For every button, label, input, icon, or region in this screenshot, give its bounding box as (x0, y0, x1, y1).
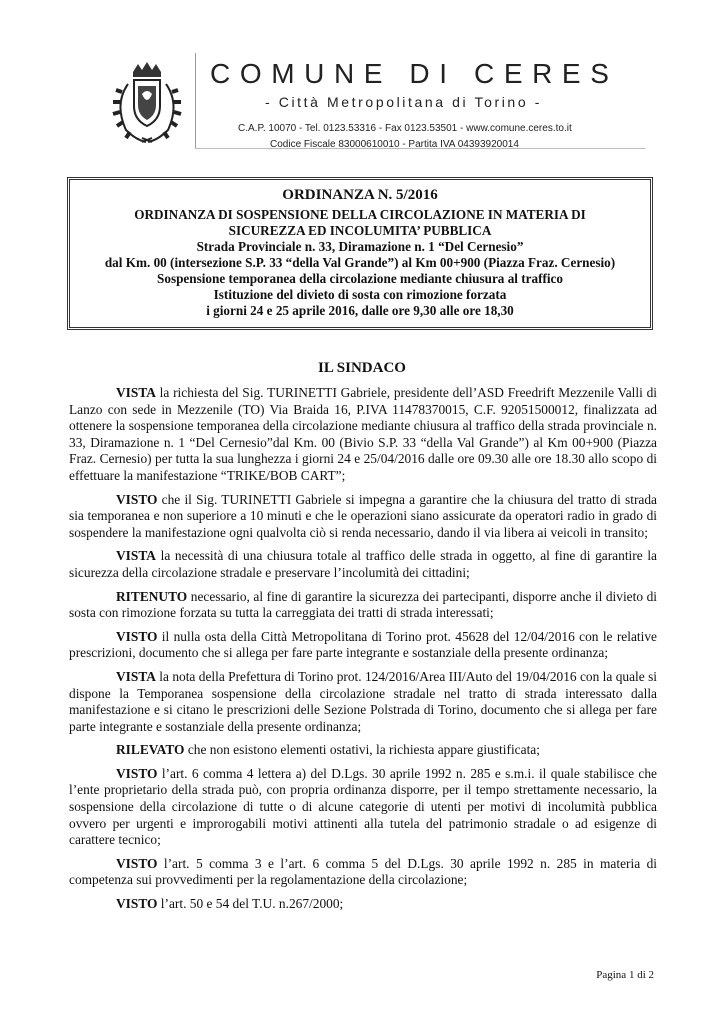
paragraph-lead: VISTA (116, 548, 156, 564)
paragraph-lead: VISTO (116, 765, 158, 781)
paragraph-text: l’art. 6 comma 4 lettera a) del D.Lgs. 30 aprile 1992 n. 285 e s.m.i. il quale stabilisce che l’ente proprietario della strada può, con propria ordinanza disporre, per il tempo strettamente necessario, la sospensione della circolazione di tutte o di alcune categorie di utenti per motivi di incolumità pubblica ovvero per urgenti e improrogabili motivi attinenti alla tutela del patrimonio stradale o ad esigenze di carattere tecnico; (69, 765, 657, 848)
paragraph-lead: RITENUTO (116, 588, 188, 604)
ordinanza-line: Sospensione temporanea della circolazione mediante chiusura al traffico (157, 271, 563, 286)
ordinanza-number: ORDINANZA N. 5/2016 (282, 187, 438, 203)
paragraph-text: il nulla osta della Città Metropolitana di Torino prot. 45628 del 12/04/2016 con le relative prescrizioni, documento che si allega per fare parte integrante e sostanziale della presente ordinanza; (69, 628, 657, 661)
paragraph-8 (69, 766, 657, 849)
page-number: Pagina 1 di 2 (596, 969, 654, 981)
paragraph-lead: VISTO (116, 628, 158, 644)
paragraph-lead: VISTO (116, 855, 158, 871)
paragraph-text: la richiesta del Sig. TURINETTI Gabriele, presidente dell’ASD Freedrift Mezzenile Valli di Lanzo con sede in Mezzenile (TO) Via Braida 16, P.IVA 11478370015, C.F. 92051500012, finalizzata ad ottenere la sospensione temporanea della circolazione mediante chiusura al traffico della strada provinciale n. 33, Diramazione n. 1 “Del Cernesio”dal Km. 00 (Bivio S.P. 33 “della Val Grande”) al Km 00+900 (Piazza Fraz. Cernesio) per tutta la sua lunghezza i giorni 24 e 25/04/2016 dalle ore 09.30 alle ore 18.30 allo scopo di effettuare la manifestazione “TRIKE/BOB CART”; (69, 385, 657, 483)
ordinanza-line: Strada Provinciale n. 33, Diramazione n. 1 “Del Cernesio” (196, 239, 524, 254)
header-divider-vertical (195, 53, 196, 149)
paragraph-text: che il Sig. TURINETTI Gabriele si impegna a garantire che la chiusura del tratto di strada sia temporanea e non superiore a 10 minuti e che le operazioni siano assicurate da operatori radio in grado di sospendere la manifestazione ogni qualvolta ciò si renda necessario, dando il via libera ai veicoli in transito; (69, 491, 657, 540)
paragraph-text: la nota della Prefettura di Torino prot. 124/2016/Area III/Auto del 19/04/2016 con la quale si dispone la Temporanea sospensione della circolazione stradale nel tratto di strada interessato dalla manifestazione e si citano le prescrizioni delle Sezione Polstrada di Torino, documento che si allega per fare parte integrante e sostanziale della presente ordinanza; (69, 668, 657, 734)
ordinanza-line: ORDINANZA DI SOSPENSIONE DELLA CIRCOLAZIONE IN MATERIA DI (134, 207, 586, 222)
paragraph-text: l’art. 5 comma 3 e l’art. 6 comma 5 del D.Lgs. 30 aprile 1992 n. 285 in materia di competenza sui provvedimenti per la regolamentazione della circolazione; (69, 855, 657, 888)
paragraph-lead: VISTA (116, 385, 156, 400)
ordinanza-line: dal Km. 00 (intersezione S.P. 33 “della Val Grande”) al Km 00+900 (Piazza Fraz. Cernesio) (104, 255, 616, 270)
paragraph-6 (69, 669, 657, 735)
paragraph-lead: RILEVATO (116, 742, 185, 758)
paragraph-1 (69, 385, 657, 485)
paragraph-lead: VISTA (116, 668, 156, 684)
paragraph-5 (69, 629, 657, 662)
comune-fiscal-codes: Codice Fiscale 83000610010 - Partita IVA 04393920014 (270, 139, 519, 150)
ordinanza-line: i giorni 24 e 25 aprile 2016, dalle ore 9,30 alle ore 18,30 (206, 303, 514, 318)
paragraph-lead: VISTO (116, 896, 158, 912)
paragraph-text: l’art. 50 e 54 del T.U. n.267/2000; (157, 896, 344, 912)
comune-subtitle: - Città Metropolitana di Torino - (265, 94, 542, 110)
paragraph-4 (69, 589, 657, 622)
paragraph-text: la necessità di una chiusura totale al traffico delle strada in oggetto, al fine di garantire la sicurezza della circolazione stradale e preservare l’incolumità dei cittadini; (69, 548, 657, 580)
paragraph-3 (69, 548, 657, 581)
paragraph-7 (69, 742, 657, 759)
comune-title: COMUNE DI CERES (210, 58, 619, 89)
paragraph-text: che non esistono elementi ostativi, la richiesta appare giustificata; (184, 742, 540, 758)
paragraph-10 (69, 896, 657, 913)
section-heading-sindaco: IL SINDACO (318, 360, 406, 376)
paragraph-9 (69, 856, 657, 889)
ordinanza-line: Istituzione del divieto di sosta con rimozione forzata (213, 287, 507, 302)
paragraph-2 (69, 492, 657, 542)
document-body (69, 385, 657, 920)
paragraph-text: necessario, al fine di garantire la sicurezza dei partecipanti, disporre anche il divieto di sosta con rimozione forzata su tutta la carreggiata dei tratti di strada interessati; (69, 588, 657, 621)
ordinanza-heading-box (67, 177, 653, 330)
municipal-crest-icon (108, 60, 186, 148)
ordinanza-line: SICUREZZA ED INCOLUMITA’ PUBBLICA (228, 223, 492, 238)
comune-contacts: C.A.P. 10070 - Tel. 0123.53316 - Fax 0123.53501 - www.comune.ceres.to.it (238, 123, 572, 134)
paragraph-lead: VISTO (116, 491, 158, 507)
